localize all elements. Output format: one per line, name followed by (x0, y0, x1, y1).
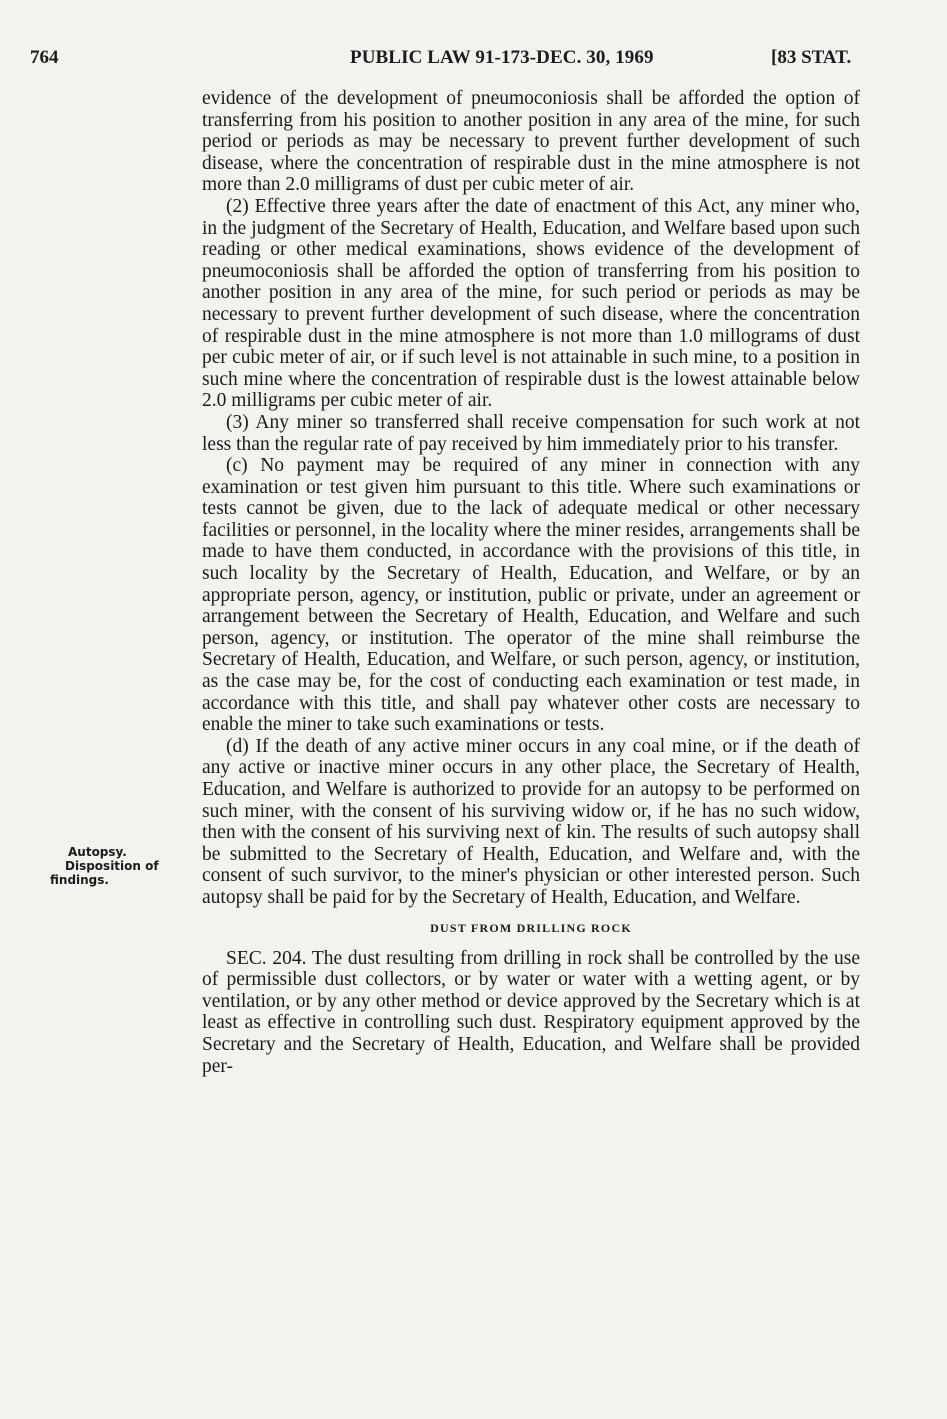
paragraph-sec204 (202, 948, 860, 1078)
section-label: SEC. 204. (226, 947, 307, 969)
margin-note-line: Autopsy. (68, 845, 127, 859)
paragraph-b2: (2) Effective three years after the date of enactment of this Act, any miner who, in the judgment of the Secretary of Health, Education, and Welfare based upon such reading or other medical examinations, shows evidence of the development of pneumoconiosis shall be afforded the option of transferring from his position to another position in any area of the mine, for such period or periods as may be necessary to prevent further development of such disease, where the concentration of respirable dust in the mine atmosphere is not more than 1.0 millograms of dust per cubic meter of air, or if such level is not attainable in such mine, to a position in such mine where the concentration of respirable dust is the lowest attainable below 2.0 milligrams per cubic meter of air. (202, 195, 860, 412)
paragraph-continued: evidence of the development of pneumoconiosis shall be afforded the option of transferring from his position to another position in any area of the mine, for such period or periods as may be necessary to prevent further development of such disease, where the concentration of respirable dust in the mine atmosphere is not more than 2.0 milligrams of dust per cubic meter of air. (202, 88, 860, 196)
body-text (202, 88, 860, 1077)
running-title: PUBLIC LAW 91-173-DEC. 30, 1969 (350, 47, 654, 68)
paragraph-c: (c) No payment may be required of any miner in connection with any examination or test given him pursuant to this title. Where such examinations or tests cannot be given, due to the lack of adequate medical or other necessary facilities or personnel, in the locality where the miner resides, arrangements shall be made to have them conducted, in accordance with the provisions of this title, in such locality by the Secretary of Health, Education, and Welfare, or by an appropriate person, agency, or institution, public or private, under an agreement or arrangement between the Secretary of Health, Education, and Welfare and such person, agency, or institution. The operator of the mine shall reimburse the Secretary of Health, Education, and Welfare, or such person, agency, or institution, as the case may be, for the cost of conducting each examination or test made, in accordance with this title, and shall pay whatever other costs are necessary to enable the miner to take such examinations or tests. (202, 455, 860, 736)
margin-note-line: Disposition of (65, 859, 159, 873)
margin-note (48, 845, 188, 887)
paragraph-d: (d) If the death of any active miner occurs in any coal mine, or if the death of any active or inactive miner occurs in any other place, the Secretary of Health, Education, and Welfare is authorized to provide for an autopsy to be performed on such miner, with the consent of his surviving widow or, if he has no such widow, then with the consent of his surviving next of kin. The results of such autopsy shall be submitted to the Secretary of Health, Education, and Welfare and, with the consent of such survivor, to the miner's physician or other interested person. Such autopsy shall be paid for by the Secretary of Health, Education, and Welfare. (202, 735, 860, 908)
section-heading: DUST FROM DRILLING ROCK (430, 920, 632, 935)
margin-note-line: findings. (50, 873, 109, 887)
section-text: The dust resulting from drilling in rock shall be controlled by the use of permissible dust collectors, or by water or water with a wetting agent, or by ventilation, or by any other method or device approved by the Secretary which is at least as effective in controlling such dust. Respiratory equipment approved by the Secretary and the Secretary of Health, Education, and Welfare shall be provided per- (202, 947, 861, 1077)
page-number: 764 (30, 47, 59, 68)
paragraph-b3: (3) Any miner so transferred shall receive compensation for such work at not less than the regular rate of pay received by him immediately prior to his transfer. (202, 411, 860, 455)
volume-citation: [83 STAT. (771, 47, 852, 68)
page-header (0, 44, 947, 74)
